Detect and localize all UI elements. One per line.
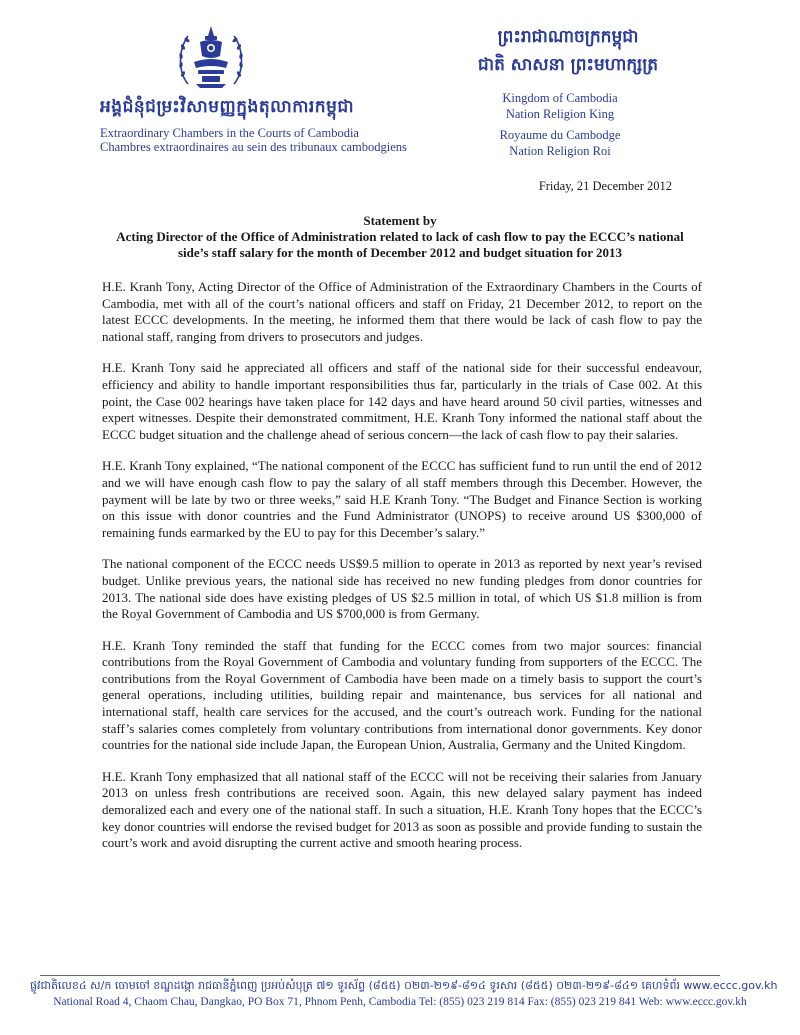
body-paragraph: The national component of the ECCC needs US$9.5 million to operate in 2013 as reported by next year’s revised budget. Unlike previous years, the national side has received no new funding pledges from donor countries for 2013. The national side does have existing pledges of US $2.5 million in total, of which US $1.8 million is from the Royal Government of Cambodia and US $700,000 is from Germany. (102, 556, 702, 622)
body-paragraph: H.E. Kranh Tony reminded the staff that funding for the ECCC comes from two major sources: financial contributions from the Royal Government of Cambodia and voluntary funding from supporters of the ECCC. The contributions from the Royal Government of Cambodia have been made on a timely basis to support the court’s general operations, including utilities, building repair and maintenance, bus services for all national and international staff, health care services for the accused, and the court’s outreach work. Funding for the national staff’s salaries comes completely from voluntary contributions from international donor governments. Key donor countries for the national side include Japan, the European Union, Australia, Germany and the United Kingdom. (102, 637, 702, 753)
statement-body (102, 279, 702, 867)
eccc-emblem-icon (174, 22, 248, 96)
org-name-english: Extraordinary Chambers in the Courts of Cambodia (100, 126, 359, 140)
kingdom-french-line-2: Nation Religion Roi (509, 144, 611, 158)
kingdom-french-line-1: Royaume du Cambodge (499, 128, 621, 142)
footer-address-khmer: ផ្លូវជាតិលេខ៤ ស/ក ចោមចៅ ខណ្ឌដង្កោ រាជធានីភ្នំពេញ ប្រអប់សំបុត្រ ៧១ ទូរស័ព្ទ (៨៥៥) ០២៣-២១៩-៨១៤ ទូរសារ (៨៥៥) ០២៣-២១៩-៨៤១ គេហទំព័រ www.eccc.gov.kh (30, 979, 778, 992)
statement-heading: Statement by (363, 213, 437, 228)
footer-address-english: National Road 4, Chaom Chau, Dangkao, PO Box 71, Phnom Penh, Cambodia Tel: (855) 023 219 814 Fax: (855) 023 219 841 Web: www.eccc.gov.kh (53, 996, 747, 1008)
statement-date: Friday, 21 December 2012 (538, 179, 672, 193)
body-paragraph: H.E. Kranh Tony said he appreciated all officers and staff of the national side for their successful endeavour, efficiency and ability to handle important responsibilities thus far, particularly in the trials of Case 002. At this point, the Case 002 hearings have taken place for 142 days and have heard around 50 civil parties, witnesses and expert witnesses. Despite their demonstrated commitment, H.E. Kranh Tony informed the national staff about the ECCC budget situation and the challenge ahead of serious concern—the lack of cash flow to pay their salaries. (102, 360, 702, 442)
org-name-french: Chambres extraordinaires au sein des tribunaux cambodgiens (100, 140, 407, 154)
body-paragraph: H.E. Kranh Tony emphasized that all national staff of the ECCC will not be receiving their salaries from January 2013 on unless fresh contributions are received soon. Again, this new delayed salary payment has indeed demoralized each and every one of the national staff. In such a situation, H.E. Kranh Tony hopes that the ECCC’s key donor countries will endorse the revised budget for 2013 as soon as possible and provide funding to sustain the court’s work and avoid disrupting the current active and smooth hearing process. (102, 768, 702, 851)
org-name-khmer: អង្គជំនុំជម្រះវិសាមញ្ញក្នុងតុលាការកម្ពុជា (100, 97, 355, 117)
kingdom-english-line-1: Kingdom of Cambodia (502, 91, 618, 105)
kingdom-khmer-line-2: ជាតិ សាសនា ព្រះមហាក្សត្រ (477, 55, 659, 75)
kingdom-khmer-line-1: ព្រះរាជាណាចក្រកម្ពុជា (497, 27, 639, 47)
statement-headline: Acting Director of the Office of Administration related to lack of cash flow to pay the ECCC’s national side’s staff salary for the month of December 2012 and budget situation for 2013 (116, 229, 684, 260)
footer-divider (40, 975, 720, 976)
body-paragraph: H.E. Kranh Tony, Acting Director of the Office of Administration of the Extraordinary Chambers in the Courts of Cambodia, met with all of the court’s national officers and staff on Friday, 21 December 2012, to report on the latest ECCC developments. In the meeting, he informed them that there would be lack of cash flow to pay the national staff, ranging from drivers to prosecutors and judges. (102, 279, 702, 344)
body-paragraph: H.E. Kranh Tony explained, “The national component of the ECCC has sufficient fund to run until the end of 2012 and we will have enough cash flow to pay the salary of all staff members through this December. However, the payment will be late by two or three weeks,” said H.E Kranh Tony. “The Budget and Finance Section is working on this issue with donor countries and the Fund Administrator (UNOPS) to receive around US $300,000 of remaining funds earmarked by the EU to pay for this December’s salary.” (102, 458, 702, 540)
kingdom-english-line-2: Nation Religion King (505, 107, 615, 121)
